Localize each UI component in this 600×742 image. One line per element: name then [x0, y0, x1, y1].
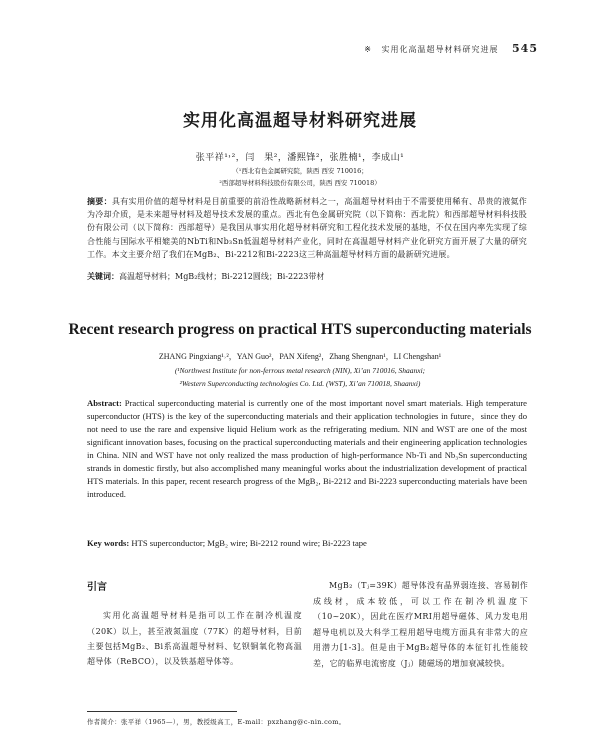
english-abstract: [87, 397, 527, 501]
english-abstract-text: Practical superconducting material is currently one of the most important novel smart materials. High temperature superconductor (HTS) is the key of the superconducting materials and their application technologies in future，since they do not need to use the rare and expensive liquid Helium work as the refrigerating medium. NIN and WST are one of the most significant innovation bases, focusing on the practical superconducting materials and their engineering application technologies in China. NIN and WST have not only realized the mass production of high-performance Nb-Ti and Nb₃Sn superconducting strands in domestic firstly, but also accomplished many meaningful works about the industrialization development of practical HTS materials. In this paper, recent research progress of the MgB₂, Bi-2212 and Bi-2223 superconducting materials have been introduced.: [87, 398, 527, 499]
intro-paragraph: 实用化高温超导材料是指可以工作在制冷机温度（20K）以上，甚至液氮温度（77K）的超导材料，目前主要包括MgB₂、Bi系高温超导材料、钇钡铜氧化物高温超导体（ReBCO），以及铁基超导体等。: [87, 611, 302, 667]
english-affiliation-1: (¹Northwest Institute for non-ferrous metal research (NIN), Xi’an 710016, Shaanxi;: [174, 366, 426, 375]
running-title: 实用化高温超导材料研究进展: [381, 45, 499, 54]
chinese-keywords: [87, 271, 527, 283]
chinese-affiliation-2: ²西部超导材料科技股份有限公司，陕西 西安 710018）: [219, 179, 381, 187]
mgb2-paragraph: MgB₂（Tⱼ=39K）超导体没有晶界弱连接、容易制作成线材，成本较低，可以工作在制冷机温度下（10~20K），因此在医疗MRI用超导磁体、风力发电用超导电机以及大科学工程用超导电缆方面具有非常大的应用潜力[1-3]。但是由于MgB₂超导体的本征钉扎性能较差，它的临界电流密度（Jⱼ）随磁场的增加衰减较快。: [313, 581, 528, 668]
chinese-affiliation-1: （¹西北有色金属研究院，陕西 西安 710016；: [232, 167, 368, 175]
chinese-keywords-text: 高温超导材料；MgB₂线材；Bi-2212圆线；Bi-2223带材: [119, 272, 325, 281]
chinese-title: 实用化高温超导材料研究进展: [183, 111, 417, 131]
chinese-abstract-label: 摘要：: [87, 197, 112, 206]
header-marker: ※: [364, 45, 372, 54]
footnote-rule: [87, 711, 237, 712]
english-keywords-text: HTS superconductor; MgB₂ wire; Bi-2212 round wire; Bi-2223 tape: [131, 538, 367, 548]
english-abstract-label: Abstract:: [87, 398, 122, 408]
chinese-keywords-label: 关键词：: [87, 272, 119, 281]
author-footnote: 作者简介：张平祥（1965—），男，教授级高工，E-mail：pxzhang@c-nin.com。: [87, 718, 346, 726]
intro-heading: 引言: [87, 582, 107, 593]
english-affiliation-2: ²Western Superconducting technologies Co. Ltd. (WST), Xi’an 710018, Shaanxi): [179, 379, 421, 388]
english-keywords-label: Key words:: [87, 538, 130, 548]
chinese-authors: 张平祥¹˒²，闫 果²，潘熙锋²，张胜楠¹，李成山¹: [195, 153, 405, 163]
page-number: 545: [512, 42, 538, 55]
english-title: Recent research progress on practical HTS superconducting materials: [68, 321, 532, 338]
chinese-abstract: [87, 195, 527, 261]
english-keywords: [87, 538, 527, 548]
chinese-abstract-text: 具有实用价值的超导材料是目前重要的前沿性战略新材料之一，高温超导材料由于不需要使用稀有、昂贵的液氦作为冷却介质，是未来超导材料及超导技术发展的重点。西北有色金属研究院（以下简称：西北院）和西部超导材料科技股份有限公司（以下简称：西部超导）是我国从事实用化超导材料研究和工程化技术发展的基地，不仅在国内率先实现了综合性能与国际水平相媲美的NbTi和Nb₃Sn低温超导材料产业化，同时在高温超导材料产业化研究方面开展了大量的研究工作。本文主要介绍了我们在MgB₂、Bi-2212和Bi-2223这三种高温超导材料方面的最新研究进展。: [87, 197, 527, 259]
running-header: [238, 42, 538, 55]
body-column-right: [313, 578, 528, 672]
english-authors: ZHANG Pingxiang¹˒²，YAN Guo²，PAN Xifeng²，Zhang Shengnan¹，LI Chengshan¹: [158, 352, 442, 361]
body-column-left: [87, 580, 302, 669]
